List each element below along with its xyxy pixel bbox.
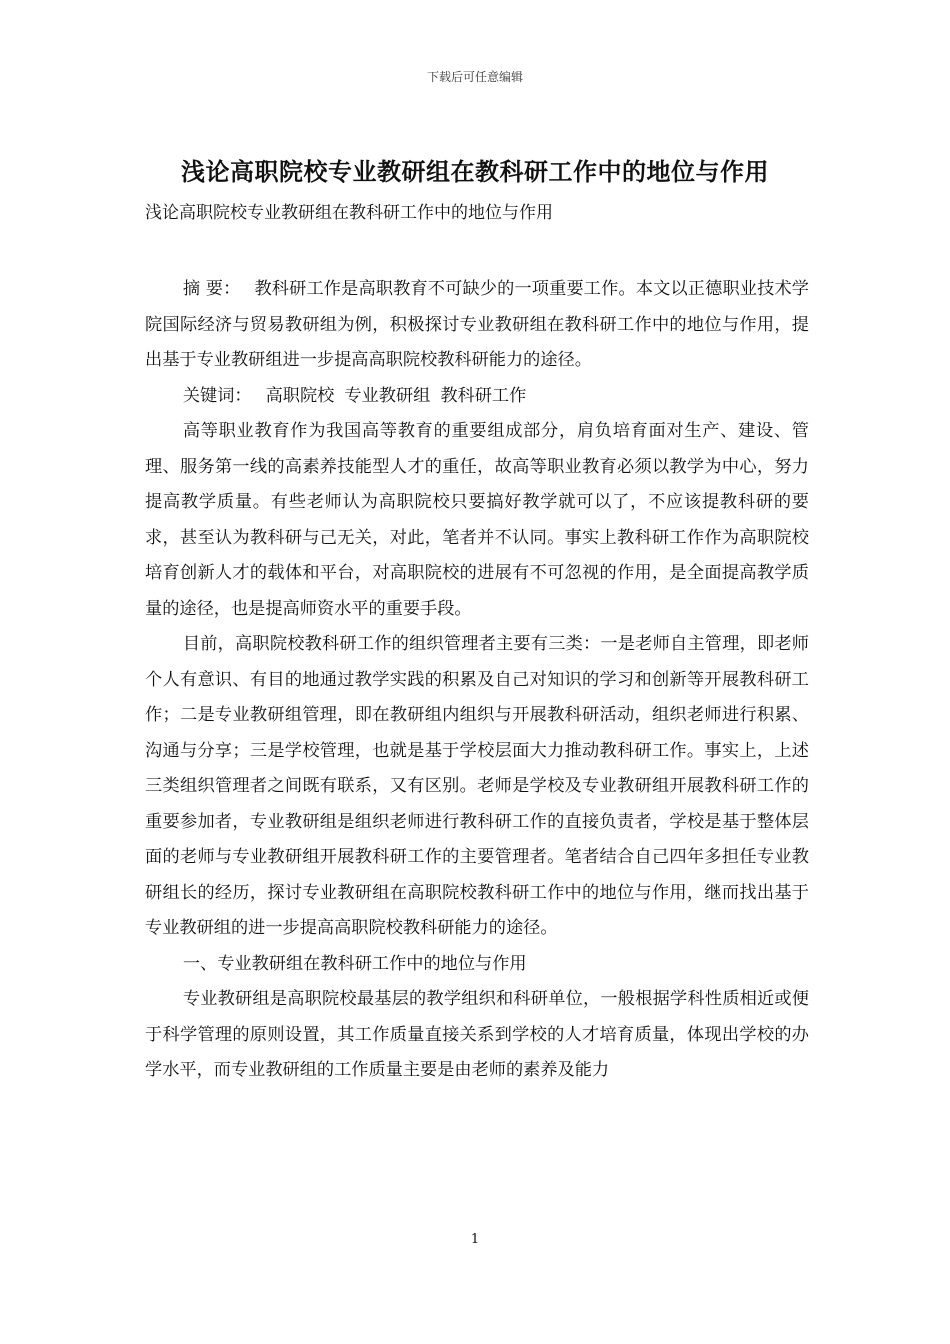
body-paragraph-2: 目前，高职院校教科研工作的组织管理者主要有三类：一是老师自主管理，即老师个人有意识、有目的地通过教学实践的积累及自己对知识的学习和创新等开展教科研工作；二是专业教研组管理，即在教研组内组织与开展教科研活动，组织老师进行积累、沟通与分享；三是学校管理，也就是基于学校层面大力推动教科研工作。事实上，上述三类组织管理者之间既有联系，又有区别。老师是学校及专业教研组开展教科研工作的重要参加者，专业教研组是组织老师进行教科研工作的直接负责者，学校是基于整体层面的老师与专业教研组开展教科研工作的主要管理者。笔者结合自己四年多担任专业教研组长的经历，探讨专业教研组在高职院校教科研工作中的地位与作用，继而找出基于专业教研组的进一步提高高职院校教科研能力的途径。 [145, 634, 809, 938]
body-paragraph-1: 高等职业教育作为我国高等教育的重要组成部分，肩负培育面对生产、建设、管理、服务第一线的高素养技能型人才的重任，故高等职业教育必须以教学为中心，努力提高教学质量。有些老师认为高职院校只要搞好教学就可以了，不应该提教科研的要求，甚至认为教科研与己无关，对此，笔者并不认同。事实上教科研工作作为高职院校培育创新人才的载体和平台，对高职院校的进展有不可忽视的作用，是全面提高教学质量的途径，也是提高师资水平的重要手段。 [145, 421, 809, 619]
keywords-label: 关键词： [182, 385, 252, 406]
keyword-item: 教科研工作 [440, 385, 527, 406]
abstract-text: 教科研工作是高职教育不可缺少的一项重要工作。本文以正德职业技术学院国际经济与贸易教研组为例，积极探讨专业教研组在教科研工作中的地位与作用，提出基于专业教研组进一步提高高职院校教科研能力的途径。 [145, 279, 809, 370]
keyword-item: 专业教研组 [344, 385, 431, 406]
document-subtitle: 浅论高职院校专业教研组在教科研工作中的地位与作用 [145, 203, 553, 223]
section-heading-1: 一、专业教研组在教科研工作中的地位与作用 [182, 953, 527, 974]
keywords-row [145, 379, 809, 415]
page-number: 1 [470, 1232, 480, 1247]
document-title: 浅论高职院校专业教研组在教科研工作中的地位与作用 [181, 157, 769, 186]
abstract-paragraph [145, 272, 809, 379]
document-body [145, 272, 809, 1089]
abstract-label: 摘 要： [182, 279, 241, 299]
body-paragraph-3: 专业教研组是高职院校最基层的教学组织和科研单位，一般根据学科性质相近或便于科学管理的原则设置，其工作质量直接关系到学校的人才培育质量，体现出学校的办学水平，而专业教研组的工作质量主要是由老师的素养及能力 [145, 989, 809, 1080]
header-note: 下载后可任意编辑 [426, 70, 523, 84]
keyword-item: 高职院校 [265, 385, 335, 406]
